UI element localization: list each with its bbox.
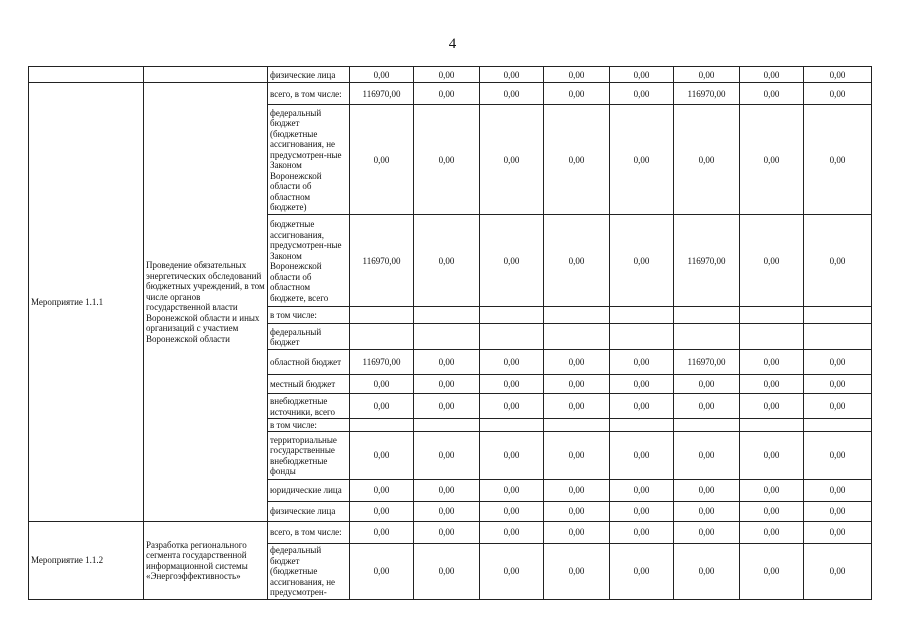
funding-source-cell: в том числе: bbox=[268, 307, 350, 324]
table-row bbox=[29, 83, 872, 105]
value-cell: 0,00 bbox=[804, 215, 872, 307]
value-cell: 0,00 bbox=[350, 375, 414, 394]
value-cell: 0,00 bbox=[414, 215, 480, 307]
value-cell: 0,00 bbox=[350, 543, 414, 599]
value-cell: 0,00 bbox=[350, 479, 414, 501]
value-cell bbox=[480, 307, 544, 324]
value-cell bbox=[804, 419, 872, 432]
value-cell: 0,00 bbox=[414, 479, 480, 501]
value-cell: 0,00 bbox=[740, 543, 804, 599]
value-cell: 0,00 bbox=[804, 83, 872, 105]
value-cell: 116970,00 bbox=[350, 350, 414, 375]
funding-source-cell: всего, в том числе: bbox=[268, 83, 350, 105]
value-cell: 0,00 bbox=[740, 375, 804, 394]
funding-source-cell: юридические лица bbox=[268, 479, 350, 501]
value-cell: 0,00 bbox=[544, 215, 610, 307]
budget-table-body bbox=[29, 67, 872, 600]
value-cell: 0,00 bbox=[480, 543, 544, 599]
value-cell: 0,00 bbox=[480, 431, 544, 479]
funding-source-cell: всего, в том числе: bbox=[268, 521, 350, 543]
value-cell: 0,00 bbox=[544, 501, 610, 521]
value-cell bbox=[544, 419, 610, 432]
activity-name-cell: Мероприятие 1.1.2 bbox=[29, 521, 144, 599]
value-cell bbox=[350, 419, 414, 432]
value-cell: 0,00 bbox=[480, 215, 544, 307]
value-cell: 0,00 bbox=[740, 479, 804, 501]
value-cell: 0,00 bbox=[740, 105, 804, 215]
value-cell bbox=[414, 324, 480, 350]
value-cell: 0,00 bbox=[674, 67, 740, 83]
value-cell: 116970,00 bbox=[350, 83, 414, 105]
value-cell: 0,00 bbox=[674, 479, 740, 501]
activity-description-cell: Проведение обязательных энергетических обследований бюджетных учреждений, в том числе органов государственной власти Воронежской области и иных организаций с участием Воронежской области bbox=[144, 83, 268, 522]
value-cell bbox=[480, 324, 544, 350]
value-cell: 0,00 bbox=[674, 521, 740, 543]
value-cell: 0,00 bbox=[480, 105, 544, 215]
funding-source-cell: федеральный бюджет (бюджетные ассигнования, не предусмотрен- bbox=[268, 543, 350, 599]
value-cell: 0,00 bbox=[414, 83, 480, 105]
funding-source-cell: в том числе: bbox=[268, 419, 350, 432]
value-cell: 0,00 bbox=[610, 479, 674, 501]
value-cell: 0,00 bbox=[414, 105, 480, 215]
value-cell bbox=[350, 307, 414, 324]
funding-source-cell: внебюджетные источники, всего bbox=[268, 394, 350, 419]
value-cell: 0,00 bbox=[414, 543, 480, 599]
value-cell: 0,00 bbox=[480, 375, 544, 394]
value-cell: 0,00 bbox=[480, 67, 544, 83]
value-cell: 0,00 bbox=[544, 521, 610, 543]
value-cell bbox=[610, 307, 674, 324]
value-cell: 0,00 bbox=[480, 521, 544, 543]
table-row bbox=[29, 521, 872, 543]
value-cell: 0,00 bbox=[544, 375, 610, 394]
value-cell: 0,00 bbox=[740, 83, 804, 105]
value-cell bbox=[674, 307, 740, 324]
value-cell: 0,00 bbox=[674, 105, 740, 215]
value-cell: 0,00 bbox=[544, 67, 610, 83]
funding-source-cell: бюджетные ассигнования, предусмотрен-ные Законом Воронежской области об областном бюджете, всего bbox=[268, 215, 350, 307]
value-cell: 0,00 bbox=[414, 375, 480, 394]
activity-name-cell: Мероприятие 1.1.1 bbox=[29, 83, 144, 522]
value-cell: 0,00 bbox=[414, 431, 480, 479]
value-cell: 0,00 bbox=[480, 479, 544, 501]
value-cell: 0,00 bbox=[610, 394, 674, 419]
value-cell: 0,00 bbox=[674, 394, 740, 419]
activity-description-cell: Разработка регионального сегмента государственной информационной системы «Энергоэффективность» bbox=[144, 521, 268, 599]
value-cell: 0,00 bbox=[610, 215, 674, 307]
description-cell bbox=[144, 67, 268, 83]
value-cell: 0,00 bbox=[610, 83, 674, 105]
value-cell bbox=[414, 307, 480, 324]
value-cell: 0,00 bbox=[804, 521, 872, 543]
value-cell: 0,00 bbox=[610, 350, 674, 375]
funding-source-cell: федеральный бюджет bbox=[268, 324, 350, 350]
value-cell: 116970,00 bbox=[674, 83, 740, 105]
funding-source-cell: областной бюджет bbox=[268, 350, 350, 375]
value-cell: 0,00 bbox=[804, 375, 872, 394]
value-cell: 0,00 bbox=[804, 105, 872, 215]
value-cell bbox=[740, 324, 804, 350]
value-cell bbox=[350, 324, 414, 350]
value-cell: 0,00 bbox=[740, 67, 804, 83]
value-cell: 0,00 bbox=[544, 394, 610, 419]
value-cell bbox=[674, 419, 740, 432]
value-cell: 0,00 bbox=[544, 543, 610, 599]
value-cell bbox=[544, 307, 610, 324]
value-cell: 0,00 bbox=[544, 83, 610, 105]
value-cell: 0,00 bbox=[480, 501, 544, 521]
value-cell: 0,00 bbox=[804, 67, 872, 83]
funding-source-cell: территориальные государственные внебюджетные фонды bbox=[268, 431, 350, 479]
value-cell: 0,00 bbox=[544, 350, 610, 375]
value-cell: 0,00 bbox=[480, 83, 544, 105]
value-cell: 0,00 bbox=[740, 431, 804, 479]
value-cell: 0,00 bbox=[740, 501, 804, 521]
page-number: 4 bbox=[448, 36, 457, 52]
value-cell: 0,00 bbox=[350, 521, 414, 543]
budget-table bbox=[28, 66, 872, 600]
value-cell: 0,00 bbox=[414, 521, 480, 543]
value-cell: 0,00 bbox=[350, 501, 414, 521]
value-cell bbox=[610, 419, 674, 432]
funding-source-cell: федеральный бюджет (бюджетные ассигнования, не предусмотрен-ные Законом Воронежской области об областном бюджете) bbox=[268, 105, 350, 215]
value-cell: 0,00 bbox=[414, 350, 480, 375]
value-cell bbox=[544, 324, 610, 350]
value-cell: 0,00 bbox=[804, 350, 872, 375]
value-cell: 0,00 bbox=[740, 521, 804, 543]
value-cell: 0,00 bbox=[610, 375, 674, 394]
value-cell: 0,00 bbox=[414, 394, 480, 419]
value-cell: 0,00 bbox=[350, 67, 414, 83]
activity-cell bbox=[29, 67, 144, 83]
value-cell: 0,00 bbox=[350, 394, 414, 419]
value-cell: 0,00 bbox=[740, 215, 804, 307]
value-cell: 0,00 bbox=[350, 105, 414, 215]
value-cell: 0,00 bbox=[740, 350, 804, 375]
value-cell: 0,00 bbox=[804, 543, 872, 599]
value-cell: 0,00 bbox=[610, 543, 674, 599]
value-cell: 0,00 bbox=[804, 431, 872, 479]
value-cell: 0,00 bbox=[804, 501, 872, 521]
value-cell: 0,00 bbox=[804, 479, 872, 501]
value-cell: 0,00 bbox=[674, 543, 740, 599]
value-cell: 0,00 bbox=[544, 431, 610, 479]
value-cell: 0,00 bbox=[610, 431, 674, 479]
value-cell: 0,00 bbox=[610, 521, 674, 543]
value-cell: 0,00 bbox=[544, 105, 610, 215]
table-row bbox=[29, 67, 872, 83]
value-cell: 0,00 bbox=[610, 501, 674, 521]
value-cell bbox=[804, 307, 872, 324]
value-cell: 0,00 bbox=[414, 67, 480, 83]
value-cell bbox=[740, 419, 804, 432]
value-cell bbox=[610, 324, 674, 350]
value-cell: 0,00 bbox=[674, 375, 740, 394]
value-cell: 116970,00 bbox=[350, 215, 414, 307]
value-cell: 0,00 bbox=[610, 67, 674, 83]
funding-source-cell: физические лица bbox=[268, 67, 350, 83]
value-cell: 0,00 bbox=[674, 501, 740, 521]
value-cell: 0,00 bbox=[674, 431, 740, 479]
value-cell bbox=[480, 419, 544, 432]
value-cell: 0,00 bbox=[804, 394, 872, 419]
value-cell: 0,00 bbox=[740, 394, 804, 419]
value-cell: 0,00 bbox=[480, 394, 544, 419]
funding-source-cell: физические лица bbox=[268, 501, 350, 521]
value-cell: 0,00 bbox=[414, 501, 480, 521]
value-cell bbox=[804, 324, 872, 350]
value-cell bbox=[414, 419, 480, 432]
value-cell: 0,00 bbox=[350, 431, 414, 479]
value-cell: 116970,00 bbox=[674, 350, 740, 375]
value-cell: 0,00 bbox=[480, 350, 544, 375]
value-cell bbox=[740, 307, 804, 324]
value-cell bbox=[674, 324, 740, 350]
value-cell: 116970,00 bbox=[674, 215, 740, 307]
value-cell: 0,00 bbox=[544, 479, 610, 501]
funding-source-cell: местный бюджет bbox=[268, 375, 350, 394]
value-cell: 0,00 bbox=[610, 105, 674, 215]
